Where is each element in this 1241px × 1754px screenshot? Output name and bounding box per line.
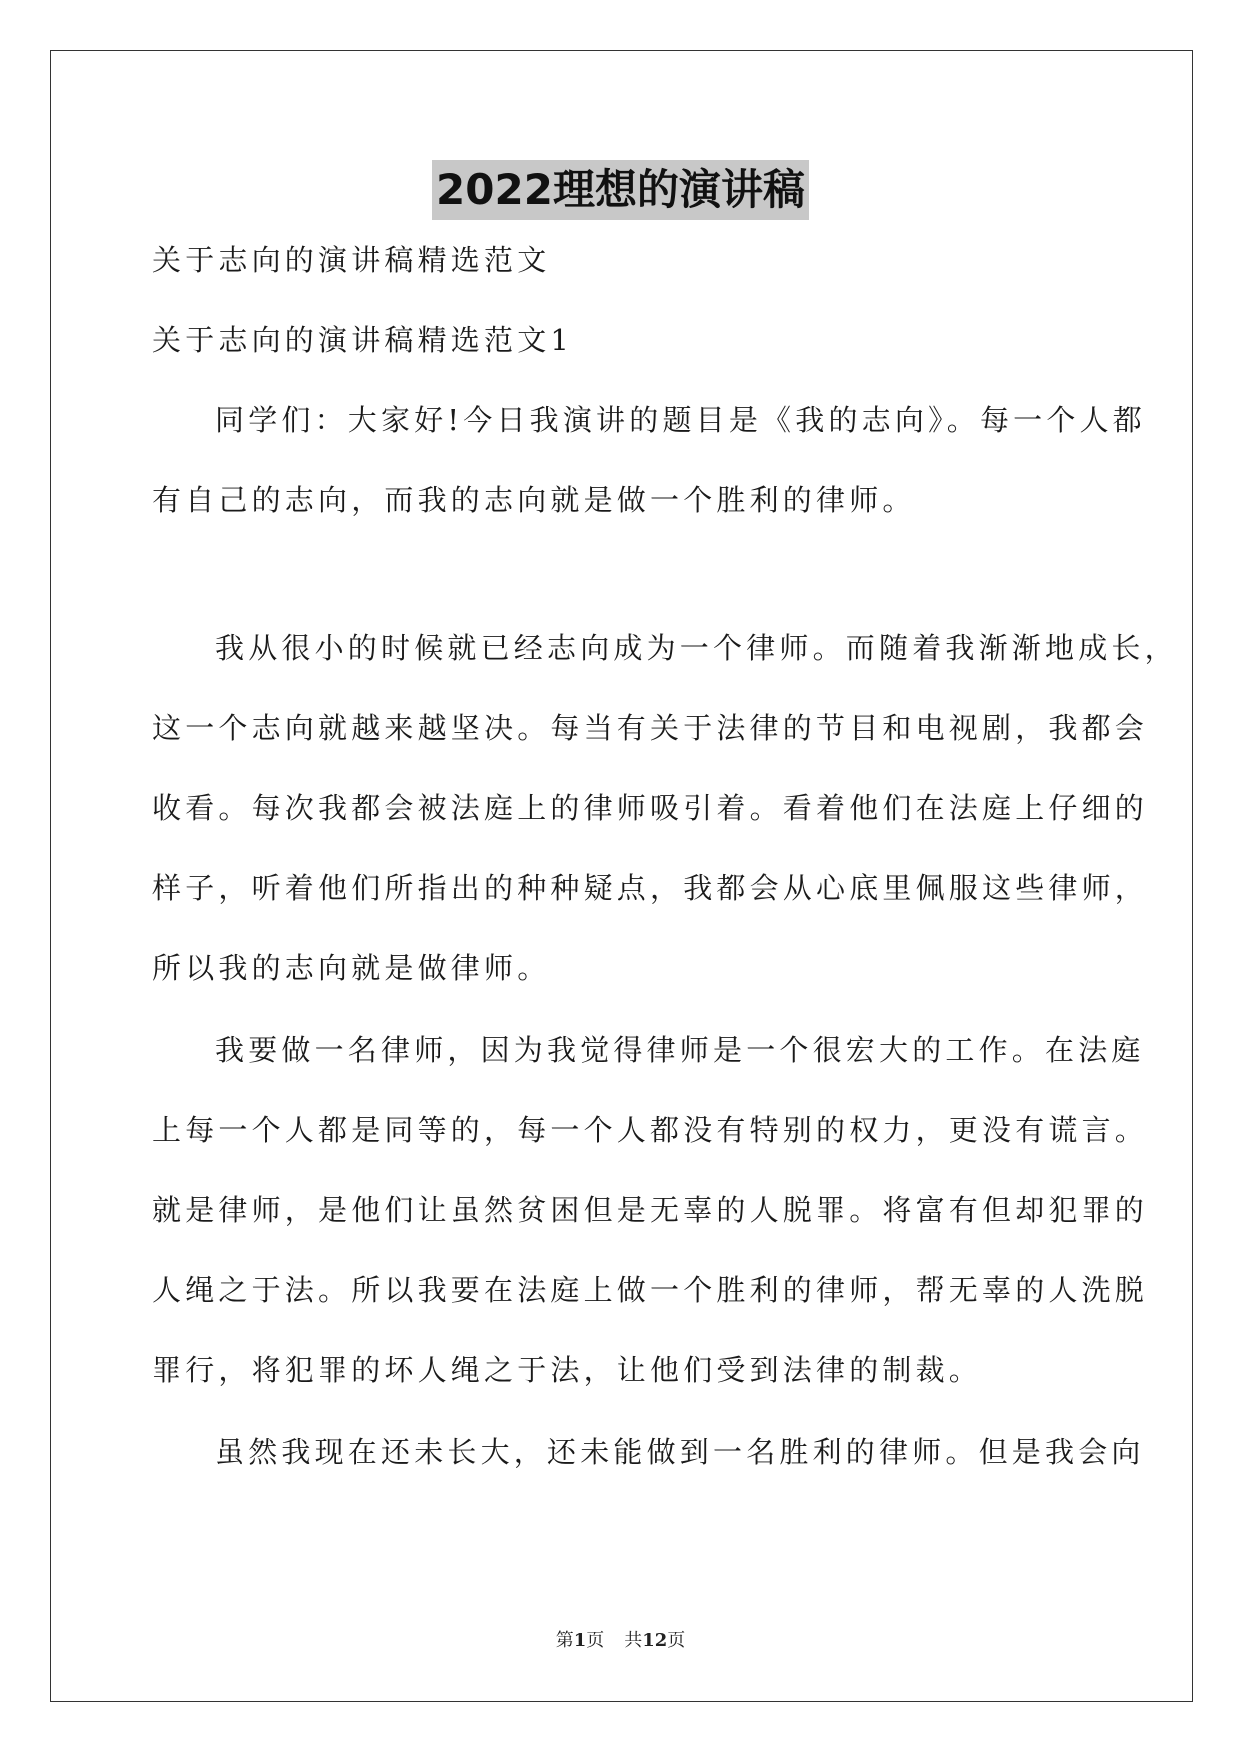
page-unit: 页 [586, 1630, 605, 1651]
paragraph-line: 罪行，将犯罪的坏人绳之于法，让他们受到法律的制裁。 [152, 1353, 983, 1387]
title-container [0, 160, 1241, 220]
paragraph-line: 我从很小的时候就已经志向成为一个律师。而随着我渐渐地成长， [215, 631, 1178, 665]
total-unit: 页 [667, 1630, 686, 1651]
document-subtitle: 关于志向的演讲稿精选范文 [152, 243, 551, 277]
paragraph-line: 所以我的志向就是做律师。 [152, 951, 551, 985]
paragraph-line: 虽然我现在还未长大，还未能做到一名胜利的律师。但是我会向 [215, 1435, 1145, 1469]
paragraph-line: 就是律师，是他们让虽然贫困但是无辜的人脱罪。将富有但却犯罪的 [152, 1193, 1149, 1227]
paragraph-line: 有自己的志向，而我的志向就是做一个胜利的律师。 [152, 483, 916, 517]
page-prefix: 第 [555, 1630, 574, 1651]
paragraph-line: 人绳之于法。所以我要在法庭上做一个胜利的律师，帮无辜的人洗脱 [152, 1273, 1149, 1307]
paragraph-line: 我要做一名律师，因为我觉得律师是一个很宏大的工作。在法庭 [215, 1033, 1145, 1067]
paragraph-line: 样子，听着他们所指出的种种疑点，我都会从心底里佩服这些律师， [152, 871, 1149, 905]
paragraph-line: 上每一个人都是同等的，每一个人都没有特别的权力，更没有谎言。 [152, 1113, 1149, 1147]
document-title: 2022理想的演讲稿 [432, 160, 809, 220]
total-prefix: 共 [624, 1630, 643, 1651]
page-total: 12 [642, 1630, 668, 1651]
page-number: 1 [573, 1630, 587, 1651]
page-footer [0, 1629, 1241, 1653]
paragraph-line: 这一个志向就越来越坚决。每当有关于法律的节目和电视剧，我都会 [152, 711, 1149, 745]
paragraph-line: 同学们：大家好!今日我演讲的题目是《我的志向》。每一个人都 [215, 403, 1146, 437]
paragraph-line: 收看。每次我都会被法庭上的律师吸引着。看着他们在法庭上仔细的 [152, 791, 1149, 825]
section-heading: 关于志向的演讲稿精选范文1 [152, 323, 574, 357]
